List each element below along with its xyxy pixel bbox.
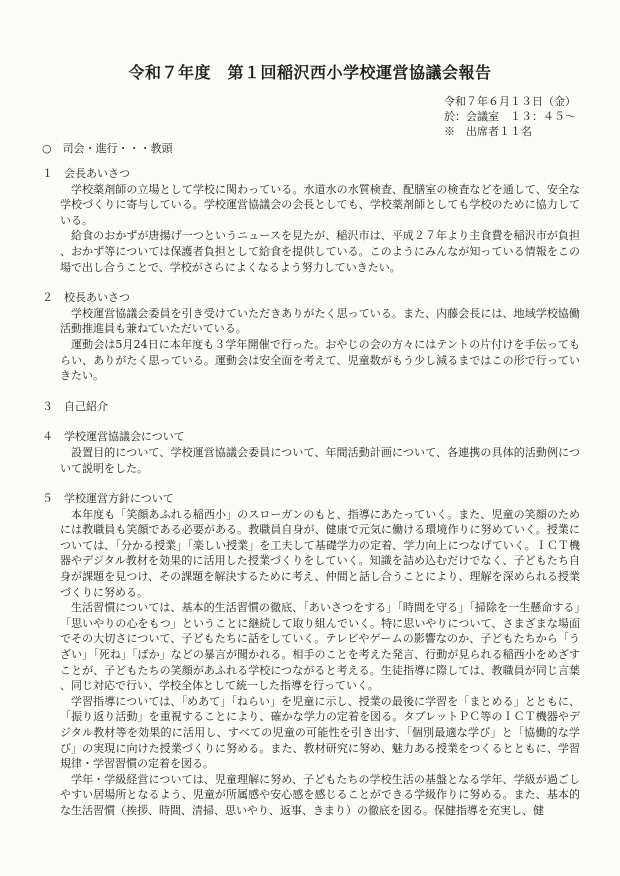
meeting-date: 令和７年６月１３日（金）	[444, 95, 576, 108]
document-title: 令和７年度 第１回稲沢西小学校運営協議会報告	[128, 63, 492, 82]
paragraph: 学校薬剤師の立場として学校に関わっている。水道水の水質検査、配膳室の検査などを通して、安全な学校づくりに寄与している。学校運営協議会の会長としても、学校薬剤師としても学校のために協力している。	[60, 182, 580, 227]
paragraph: 設置目的について、学校運営協議会委員について、年間活動計画について、各連携の具体的活動例について説明をした。	[60, 445, 580, 475]
section-heading: ４ 学校運営協議会について	[42, 430, 185, 444]
section-heading: ３ 自己紹介	[42, 399, 108, 413]
paragraph: 学校運営協議会委員を引き受けていただきありがたく思っている。また、内藤会長には、地域学校協働活動推進員も兼ねていただいている。	[60, 306, 580, 336]
section-principal-greeting	[42, 290, 580, 384]
section-council-overview	[42, 429, 580, 476]
paragraph: 本年度も「笑顔あふれる稲西小」のスローガンのもと、指導にあたっていく。また、児童の笑顔のためには教職員も笑顔である必要がある。教職員自身が、健康で元気に働ける環境作りに努めていく。授業については、「分かる授業」「楽しい授業」を工夫して基礎学力の定着、学力向上につなげていく。ＩＣＴ機器やデジタル教材を効果的に活用した授業づくりをしていく。知識を詰め込むだけでなく、子どもたち自身が課題を見つけ、その課題を解決するために考え、仲間と話し合うことにより、理解を深められる授業づくりに努める。	[60, 507, 580, 599]
paragraph: 学習指導については、「めあて」「ねらい」を児童に示し、授業の最後に学習を「まとめる」とともに、「振り返り活動」を重視することにより、確かな学力の定着を図る。タブレットＰＣ等のＩＣＴ機器やデジタル教材等を効果的に活用し、すべての児童の可能性を引き出す、「個別最適な学び」と「協働的な学び」の実現に向けた授業づくりに努める。また、教材研究に努め、魅力ある授業をつくるとともに、学習規律・学習習慣の定着を図る。	[60, 694, 580, 771]
paragraph: 学年・学級経営については、児童理解に努め、子どもたちの学校生活の基盤となる学年、学級が過ごしやすい居場所となるよう、児童が所属感や安心感を感じることができる学級作りに努める。また、基本的な生活習慣（挨拶、時間、清掃、思いやり、返事、きまり）の徹底を図る。保健指導を充実し、健	[60, 772, 580, 817]
attendance-count: ※ 出席者１１名	[444, 125, 532, 138]
paragraph: 運動会は5月24日に本年度も３学年開催で行った。おやじの会の方々にはテントの片付けを手伝ってもらい、ありがたく思っている。運動会は安全面を考えて、児童数がもう少し減るまではこの形で行っていきたい。	[60, 337, 580, 383]
section-self-introduction	[42, 399, 580, 415]
section-school-policy	[42, 491, 580, 818]
paragraph: 給食のおかずが唐揚げ一つというニュースを見たが、稲沢市は、平成２７年より主食費を稲沢市が負担、おかず等については保護者負担として給食を提供している。このようにみんなが知っている情報をこの場で出し合うことで、学校がさらによくなるよう努力していきたい。	[60, 229, 580, 274]
paragraph: 生活習慣については、基本的生活習慣の徹底、「あいさつをする」「時間を守る」「掃除を一生懸命する」「思いやりの心をもつ」ということに継続して取り組んでいく。特に思いやりについて、さまざまな場面でその大切さについて、子どもたちに話をしていく。テレビやゲームの影響なのか、子どもたちから「うざい」「死ね」「ばか」などの暴言が聞かれる。相手のことを考えた発言、行動が見られる稲西小をめざすことが、子どもたちの笑顔があふれる学校につながると考える。生徒指導に際しては、教職員が同じ言葉、同じ対応で行い、学校全体として統一した指導を行っていく。	[60, 601, 580, 693]
section-heading: １ 会長あいさつ	[42, 167, 130, 180]
section-heading: ２ 校長あいさつ	[42, 291, 130, 305]
section-chair-greeting	[42, 166, 580, 275]
meeting-place: 於：会議室 １３：４５～	[444, 110, 576, 123]
meeting-info	[444, 94, 576, 139]
section-heading: ５ 学校運営方針について	[42, 492, 174, 506]
chairperson-line: ○ 司会・進行・・・教頭	[42, 142, 173, 155]
report-body	[42, 166, 580, 834]
